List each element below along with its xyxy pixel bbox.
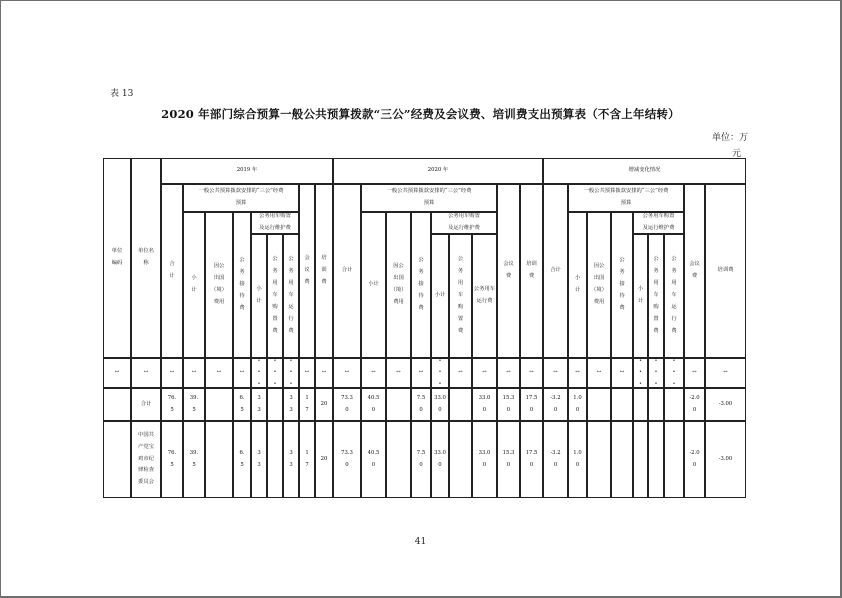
marker-dots: • • •: [283, 358, 299, 388]
marker-arrow: ↔: [315, 358, 333, 388]
header-meeting-20: 会议 费: [497, 184, 520, 358]
header-vehicle-ch: 公务用车购置 及运行维护费: [633, 212, 684, 234]
cell-ch-vsub: [633, 421, 648, 498]
cell-c20-abroad: [386, 421, 411, 498]
cell-ch-vrun: [664, 388, 684, 421]
header-sangong-20: 一般公共预算拨款安排的“三公”经费 预算: [361, 184, 497, 212]
cell-c20-vbuy: [449, 421, 472, 498]
marker-arrow: ↔: [103, 358, 131, 388]
cell-c19-total: 76. 5: [161, 388, 183, 421]
cell-ch-total: -3.2 0: [543, 388, 568, 421]
header-vehicle-purchase-19: 公 务 用 车 购 置 费: [267, 234, 283, 358]
cell-ch-recept: [611, 421, 633, 498]
marker-dots: • • •: [267, 358, 283, 388]
header-vehicle-purchase-ch: 公 务 用 车 购 置 费: [648, 234, 664, 358]
cell-c19-sub: 39. 5: [183, 421, 205, 498]
cell-ch-abroad: [587, 421, 611, 498]
cell-c19-vbuy: [267, 421, 283, 498]
cell-c19-training: 20: [315, 388, 333, 421]
cell-c19-recept: 6. 5: [233, 388, 251, 421]
header-abroad-20: 因公 出国 （境） 费用: [386, 212, 411, 358]
cell-c20-sub: 40.5 0: [361, 421, 386, 498]
cell-c19-abroad: [205, 388, 233, 421]
header-2020: 2020 年: [333, 158, 543, 184]
cell-c20-meeting: 15.3 0: [497, 421, 520, 498]
table-title: 2020 年部门综合预算一般公共预算拨款“三公”经费及会议费、培训费支出预算表（不含上年结转）: [161, 107, 680, 121]
cell-ch-total: -3.2 0: [543, 421, 568, 498]
cell-c19-training: 20: [315, 421, 333, 498]
marker-dots: • • •: [431, 358, 449, 388]
header-unit-code: 单位 编码: [103, 158, 131, 358]
marker-arrow: ↔: [705, 358, 746, 388]
cell-c20-sub: 40.5 0: [361, 388, 386, 421]
header-sangong-ch: 一般公共预算拨款安排的“三公”经费 预算: [568, 184, 684, 212]
cell-ch-vsub: [633, 388, 648, 421]
cell-ch-vrun: [664, 421, 684, 498]
unit-label: 单位：万: [712, 133, 749, 143]
marker-arrow: ↔: [587, 358, 611, 388]
header-subtotal-20: 小计: [361, 212, 386, 358]
marker-arrow: ↔: [543, 358, 568, 388]
cell-c20-vrun: 33.0 0: [472, 421, 497, 498]
marker-dots: • • •: [648, 358, 664, 388]
marker-arrow: ↔: [449, 358, 472, 388]
cell-ch-meeting: -2.0 0: [684, 421, 705, 498]
header-abroad-19: 因公 出国 （境） 费用: [205, 212, 233, 358]
cell-ch-abroad: [587, 388, 611, 421]
header-vehicle-20: 公务用车购置 及运行维护费: [431, 212, 497, 234]
marker-arrow: ↔: [411, 358, 431, 388]
header-vehicle-running-20: 公务用车 运行费: [472, 234, 497, 358]
cell-c20-training: 17.5 0: [520, 388, 543, 421]
cell-c19-vbuy: [267, 388, 283, 421]
cell-c19-vsub: 3 3: [251, 388, 267, 421]
cell-ch-sub: 1.0 0: [568, 421, 587, 498]
page-number: 41: [414, 537, 427, 547]
cell-c20-recept: 7.5 0: [411, 388, 431, 421]
cell-ch-sub: 1.0 0: [568, 388, 587, 421]
header-2019: 2019 年: [161, 158, 333, 184]
header-vehicle-running-ch: 公 务 用 车 运 行 费: [664, 234, 684, 358]
cell-c20-abroad: [386, 388, 411, 421]
marker-dots: • • •: [664, 358, 684, 388]
cell-ch-training: -3.00: [705, 421, 746, 498]
marker-arrow: ↔: [299, 358, 315, 388]
document-page: [1, 1, 840, 596]
header-reception-ch: 公 务 接 待 费: [611, 212, 633, 358]
marker-arrow: ↔: [472, 358, 497, 388]
marker-arrow: ↔: [684, 358, 705, 388]
header-total-20: 合计: [333, 184, 361, 358]
marker-arrow: ↔: [361, 358, 386, 388]
cell-c19-total: 76. 5: [161, 421, 183, 498]
cell-c20-vsub: 33.0 0: [431, 388, 449, 421]
cell-c20-vrun: 33.0 0: [472, 388, 497, 421]
cell-c20-training: 17.5 0: [520, 421, 543, 498]
header-total-19: 合 计: [161, 184, 183, 358]
row-unit-name: 中国共 产党宝 鸡市纪 律检查 委员会: [131, 421, 161, 498]
marker-arrow: ↔: [161, 358, 183, 388]
header-training-19: 培 训 费: [315, 184, 333, 358]
cell-ch-vbuy: [648, 421, 664, 498]
cell-c19-vsub: 3 3: [251, 421, 267, 498]
cell-c19-recept: 6. 5: [233, 421, 251, 498]
cell-c20-meeting: 15.3 0: [497, 388, 520, 421]
header-meeting-19: 会 议 费: [299, 184, 315, 358]
cell-c20-recept: 7.5 0: [411, 421, 431, 498]
header-meeting-ch: 会议 费: [684, 184, 705, 358]
header-reception-20: 公 务 接 待 费: [411, 212, 431, 358]
header-unit-name: 单位名 称: [131, 158, 161, 358]
marker-dots: • • •: [633, 358, 648, 388]
header-vehicle-subtotal-ch: 小 计: [633, 234, 648, 358]
header-vehicle-19: 公务用车购置 及运行维护费: [251, 212, 299, 234]
header-subtotal-19: 小 计: [183, 212, 205, 358]
header-subtotal-ch: 小 计: [568, 212, 587, 358]
cell-c20-vbuy: [449, 388, 472, 421]
marker-arrow: ↔: [611, 358, 633, 388]
cell-ch-vbuy: [648, 388, 664, 421]
cell-c19-abroad: [205, 421, 233, 498]
header-training-ch: 培训费: [705, 184, 746, 358]
header-vehicle-subtotal-20: 小计: [431, 234, 449, 358]
marker-arrow: ↔: [333, 358, 361, 388]
table-number: 表 13: [110, 89, 134, 99]
cell-ch-recept: [611, 388, 633, 421]
marker-arrow: ↔: [205, 358, 233, 388]
header-abroad-ch: 因公 出国 （境） 费用: [587, 212, 611, 358]
header-sangong-19: 一般公共预算拨款安排的“三公”经费 预算: [183, 184, 299, 212]
cell-ch-meeting: -2.0 0: [684, 388, 705, 421]
header-training-20: 培训 费: [520, 184, 543, 358]
marker-arrow: ↔: [233, 358, 251, 388]
header-change: 增减变化情况: [543, 158, 746, 184]
marker-arrow: ↔: [386, 358, 411, 388]
header-vehicle-purchase-20: 公 务 用 车 购 置 费: [449, 234, 472, 358]
unit-label-cont: 元: [732, 149, 742, 159]
cell-c20-total: 73.3 0: [333, 421, 361, 498]
header-reception-19: 公 务 接 待 费: [233, 212, 251, 358]
header-vehicle-subtotal-19: 小 计: [251, 234, 267, 358]
cell-c19-meeting: 1 7: [299, 421, 315, 498]
cell-ch-training: -3.00: [705, 388, 746, 421]
marker-arrow: ↔: [520, 358, 543, 388]
row-unit-name: 合计: [131, 388, 161, 421]
marker-arrow: ↔: [497, 358, 520, 388]
cell-c19-meeting: 1 7: [299, 388, 315, 421]
cell-c20-vsub: 33.0 0: [431, 421, 449, 498]
cell-c19-vrun: 3 3: [283, 421, 299, 498]
header-vehicle-running-19: 公 务 用 车 运 行 费: [283, 234, 299, 358]
marker-arrow: ↔: [183, 358, 205, 388]
cell-c19-sub: 39. 5: [183, 388, 205, 421]
row-unit-code: [103, 388, 131, 421]
marker-arrow: ↔: [131, 358, 161, 388]
marker-arrow: ↔: [568, 358, 587, 388]
marker-dots: • • •: [251, 358, 267, 388]
cell-c19-vrun: 3 3: [283, 388, 299, 421]
row-unit-code: [103, 421, 131, 498]
cell-c20-total: 73.3 0: [333, 388, 361, 421]
header-total-ch: 合计: [543, 184, 568, 358]
